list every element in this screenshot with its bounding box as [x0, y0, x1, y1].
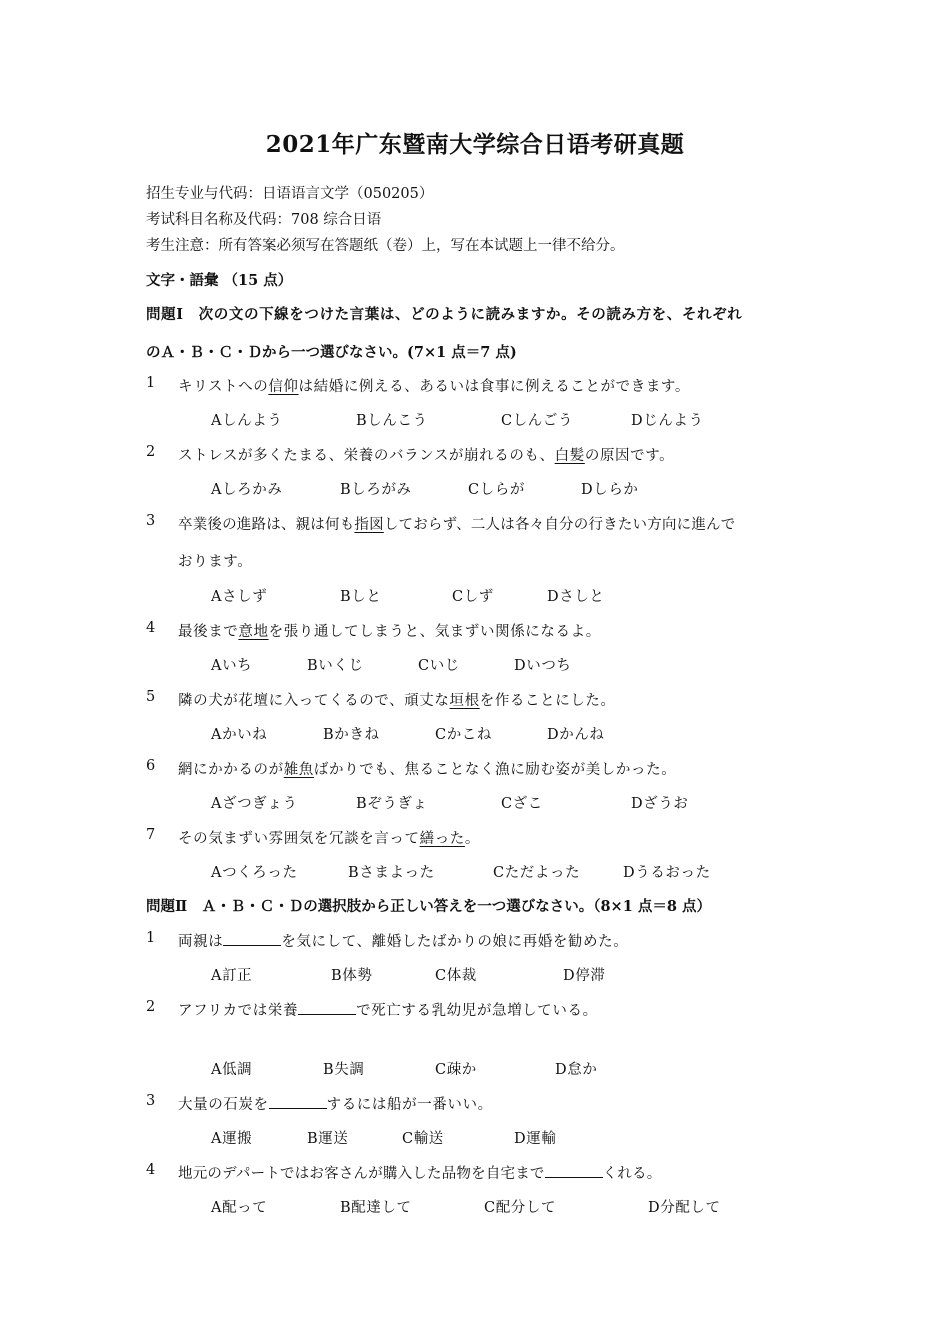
option-b: Bぞうぎょ	[356, 796, 428, 812]
option-a: A運搬	[211, 1131, 253, 1147]
question-text: 卒業後の進路は、親は何も指図しておらず、二人は各々自分の行きたい方向に進んで	[178, 517, 736, 533]
part1-instruction: 問題Ⅰ 次の文の下線をつけた言葉は、どのように読みますか。その読み方を、それぞれ	[146, 306, 743, 323]
option-b: Bかきね	[323, 727, 380, 743]
option-c: Cかこね	[435, 727, 492, 743]
question-number: 4	[146, 620, 156, 636]
question-number: 5	[146, 689, 156, 705]
answer-blank	[223, 933, 281, 946]
question-text: 大量の石炭を するには船が一番いい。	[178, 1097, 493, 1113]
option-a: Aしろかみ	[211, 482, 283, 498]
question-text: 最後まで意地を張り通してしまうと、気まずい関係になるよ。	[178, 624, 601, 640]
question-text: その気まずい雰囲気を冗談を言って繕った。	[178, 831, 481, 847]
answer-blank	[298, 1002, 356, 1015]
header-subject: 考试科目名称及代码：708 综合日语	[146, 212, 382, 228]
option-c: C疎か	[435, 1062, 477, 1078]
option-b: Bしと	[340, 589, 382, 605]
question-number: 6	[146, 758, 156, 774]
question-number: 7	[146, 827, 156, 843]
option-d: Dうるおった	[623, 865, 711, 881]
option-a: A配って	[211, 1200, 268, 1216]
page-title: 2021年广东暨南大学综合日语考研真题	[265, 131, 685, 158]
option-b: B体勢	[331, 968, 373, 984]
option-c: Cいじ	[418, 658, 460, 674]
option-a: Aさしず	[211, 589, 268, 605]
question-number: 2	[146, 999, 156, 1015]
option-a: Aつくろった	[211, 865, 298, 881]
question-number: 3	[146, 513, 156, 529]
section-heading: 文字・語彙 （15 点）	[146, 272, 293, 289]
option-d: Dざうお	[631, 796, 689, 812]
question-text: キリストへの信仰は結婚に例える、あるいは食事に例えることができます。	[178, 379, 690, 395]
option-b: Bいくじ	[307, 658, 364, 674]
option-c: Cしらが	[468, 482, 525, 498]
option-b: Bしろがみ	[340, 482, 412, 498]
question-text: ストレスが多くたまる、栄養のバランスが崩れるのも、白髪の原因です。	[178, 448, 675, 464]
question-text: 網にかかるのが雑魚ばかりでも、焦ることなく漁に励む姿が美しかった。	[178, 762, 677, 778]
question-number: 3	[146, 1093, 156, 1109]
option-a: Aしんよう	[211, 413, 283, 429]
part2-instruction: 問題Ⅱ Ａ・Ｂ・Ｃ・Ｄの選択肢から正しい答えを一つ選びなさい。（8×1 点＝8 点）	[146, 898, 711, 915]
question-text: 地元のデパートではお客さんが購入した品物を自宅まで くれる。	[178, 1166, 662, 1182]
option-d: D停滞	[563, 968, 606, 984]
option-a: Aいち	[211, 658, 253, 674]
option-b: Bしんこう	[356, 413, 428, 429]
question-number: 1	[146, 930, 156, 946]
option-c: Cしず	[452, 589, 494, 605]
question-text-cont: おります。	[178, 554, 253, 570]
option-b: B失調	[323, 1062, 365, 1078]
option-b: B運送	[307, 1131, 349, 1147]
option-d: Dじんよう	[631, 413, 704, 429]
option-d: Dいつち	[514, 658, 572, 674]
option-b: Bさまよった	[348, 865, 435, 881]
option-d: D分配して	[648, 1200, 721, 1216]
option-d: Dしらか	[581, 482, 639, 498]
option-a: Aざつぎょう	[211, 796, 298, 812]
question-text: アフリカでは栄養 で死亡する乳幼児が急増している。	[178, 1003, 598, 1019]
option-c: C体裁	[435, 968, 477, 984]
option-c: C配分して	[484, 1200, 557, 1216]
question-text: 両親は を気にして、離婚したばかりの娘に再婚を勧めた。	[178, 934, 629, 950]
option-d: D怠か	[555, 1062, 598, 1078]
option-d: Dかんね	[547, 727, 605, 743]
question-number: 1	[146, 375, 156, 391]
part1-instruction-cont: のＡ・Ｂ・Ｃ・Ｄから一つ選びなさい。(7×1 点＝7 点)	[146, 344, 517, 361]
option-c: Cざこ	[501, 796, 543, 812]
option-a: A訂正	[211, 968, 253, 984]
answer-blank	[545, 1165, 603, 1178]
option-c: C輸送	[402, 1131, 444, 1147]
header-major: 招生专业与代码：日语语言文学（050205）	[146, 186, 434, 202]
option-d: D運輸	[514, 1131, 557, 1147]
question-number: 2	[146, 444, 156, 460]
question-number: 4	[146, 1162, 156, 1178]
option-a: Aかいね	[211, 727, 268, 743]
header-notice: 考生注意：所有答案必须写在答题纸（卷）上，写在本试题上一律不给分。	[146, 238, 625, 254]
option-c: Cしんごう	[501, 413, 574, 429]
answer-blank	[269, 1096, 327, 1109]
question-text: 隣の犬が花壇に入ってくるので、頑丈な垣根を作ることにした。	[178, 693, 616, 709]
option-d: Dさしと	[547, 589, 605, 605]
option-c: Cただよった	[493, 865, 581, 881]
option-b: B配達して	[340, 1200, 412, 1216]
option-a: A低調	[211, 1062, 253, 1078]
